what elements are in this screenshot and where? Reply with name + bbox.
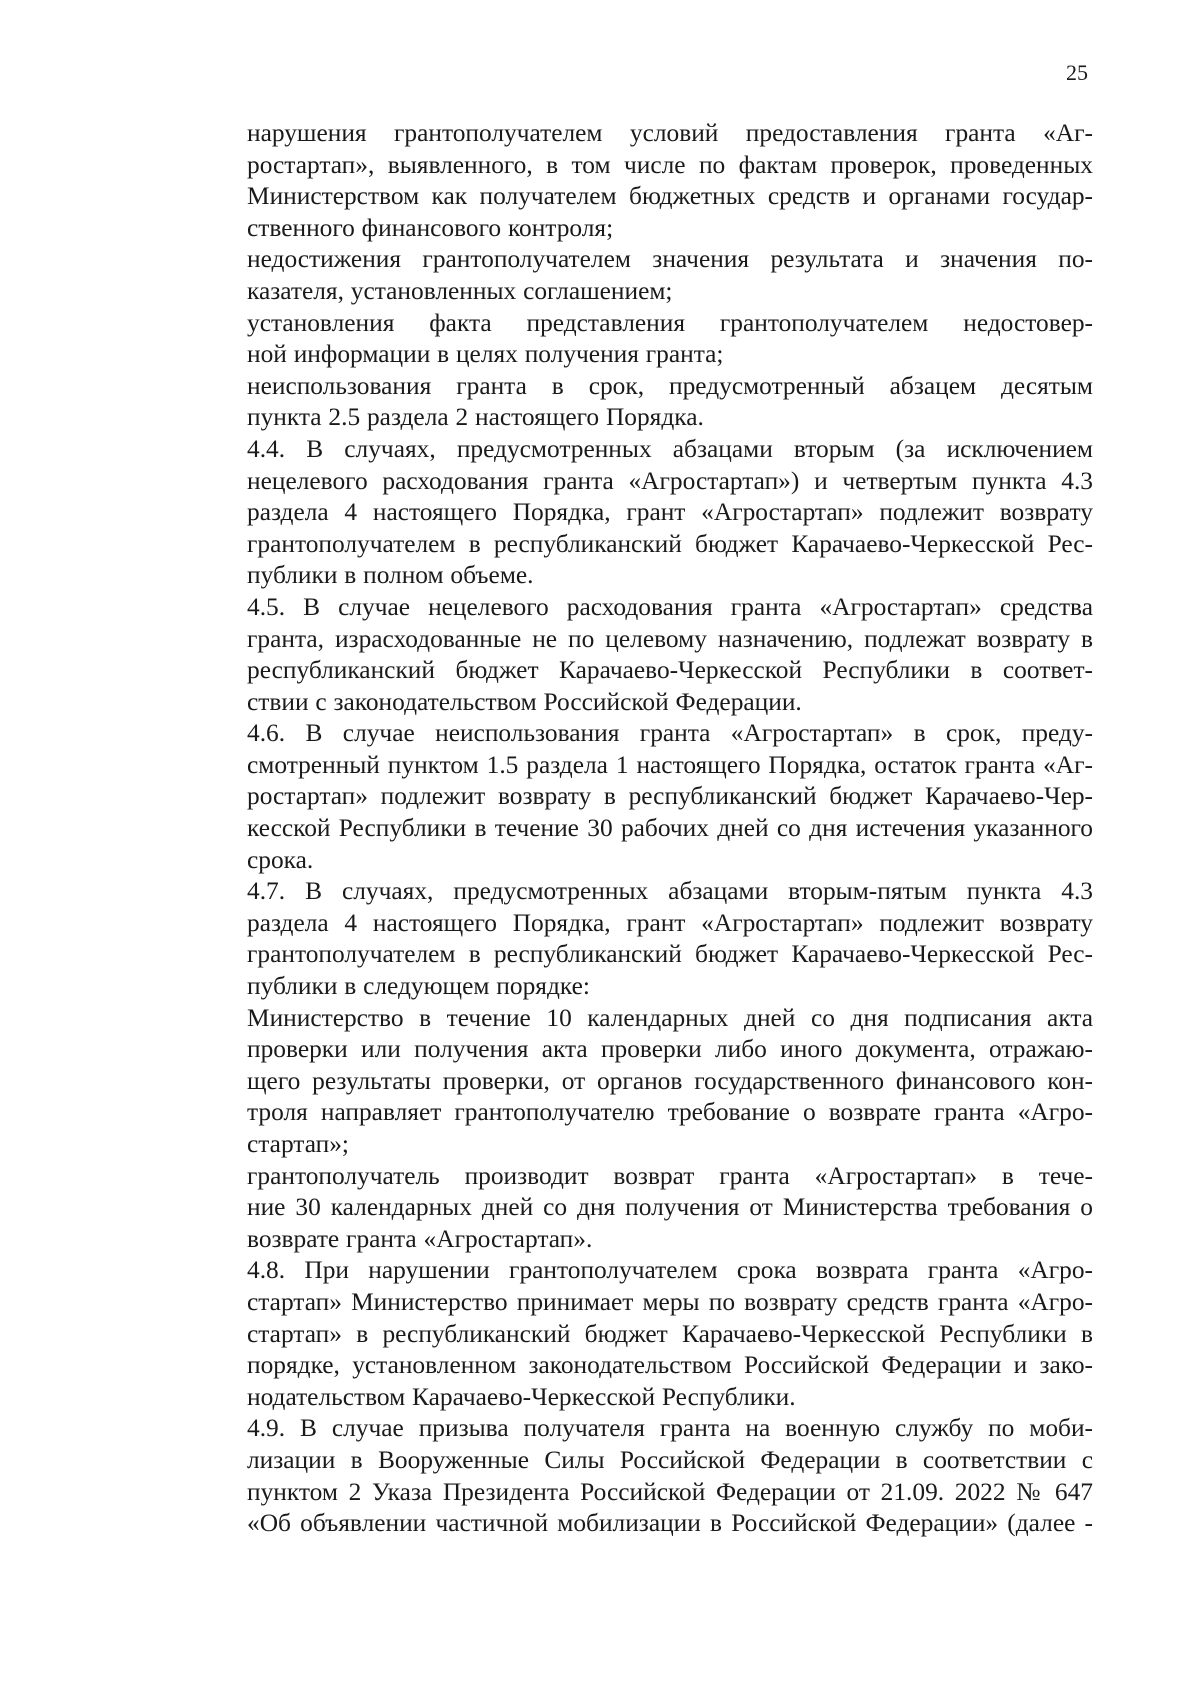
- text-line: раздела 4 настоящего Порядка, грант «Агростартап» подлежит возврату: [247, 498, 1093, 527]
- text-line: гранта, израсходованные не по целевому назначению, подлежат возврату в: [247, 624, 1093, 653]
- text-line: порядке, установленном законодательством Российской Федерации и зако-: [247, 1351, 1093, 1380]
- text-line: грантополучателем в республиканский бюджет Карачаево-Черкесской Рес-: [247, 529, 1093, 558]
- text-line: пунктом 2 Указа Президента Российской Федерации от 21.09. 2022 № 647: [247, 1477, 1093, 1506]
- paragraph-clause-4-9: [173, 1413, 1093, 1539]
- text-line: публики в полном объеме.: [247, 561, 534, 590]
- text-line: нарушения грантополучателем условий предоставления гранта «Аг-: [247, 119, 1093, 147]
- text-line: срока.: [247, 845, 314, 874]
- text-line: ной информации в целях получения гранта;: [247, 340, 724, 369]
- paragraph-clause-4-8: [173, 1255, 1093, 1413]
- paragraph-false-information: [173, 308, 1093, 371]
- paragraph-non-use: [173, 371, 1093, 434]
- paragraph-clause-4-5: [173, 592, 1093, 718]
- text-line: ствии с законодательством Российской Федерации.: [247, 687, 802, 716]
- text-line: кесской Республики в течение 30 рабочих дней со дня истечения указанного: [247, 814, 1093, 843]
- paragraph-violation-conditions: [173, 118, 1093, 244]
- text-line: нецелевого расходования гранта «Агростартап») и четвертым пункта 4.3: [247, 466, 1093, 495]
- text-line: грантополучателем в республиканский бюджет Карачаево-Черкесской Рес-: [247, 940, 1093, 969]
- text-line: троля направляет грантополучателю требование о возврате гранта «Агро-: [247, 1098, 1093, 1127]
- paragraph-clause-4-7: [173, 876, 1093, 1002]
- document-body: [173, 118, 1093, 1540]
- text-line: щего результаты проверки, от органов государственного финансового кон-: [247, 1066, 1093, 1095]
- text-line: 4.7. В случаях, предусмотренных абзацами вторым-пятым пункта 4.3: [247, 877, 1093, 906]
- text-line: Министерство в течение 10 календарных дней со дня подписания акта: [247, 1003, 1093, 1032]
- text-line: казателя, установленных соглашением;: [247, 276, 673, 305]
- text-line: 4.6. В случае неиспользования гранта «Агростартап» в срок, преду-: [247, 719, 1093, 748]
- text-line: пункта 2.5 раздела 2 настоящего Порядка.: [247, 403, 704, 432]
- text-line: ростартап» подлежит возврату в республиканский бюджет Карачаево-Чер-: [247, 782, 1093, 811]
- text-line: проверки или получения акта проверки либо иного документа, отражаю-: [247, 1035, 1093, 1064]
- text-line: Министерством как получателем бюджетных средств и органами государ-: [247, 182, 1093, 211]
- text-line: установления факта представления грантополучателем недостовер-: [247, 308, 1093, 337]
- text-line: публики в следующем порядке:: [247, 972, 590, 1001]
- paragraph-ministry-procedure: [173, 1003, 1093, 1161]
- text-line: нодательством Карачаево-Черкесской Республики.: [247, 1382, 796, 1411]
- text-line: ственного финансового контроля;: [247, 213, 614, 242]
- text-line: грантополучатель производит возврат гранта «Агростартап» в тече-: [247, 1161, 1093, 1190]
- text-line: 4.8. При нарушении грантополучателем срока возврата гранта «Агро-: [247, 1256, 1093, 1285]
- text-line: 4.4. В случаях, предусмотренных абзацами вторым (за исключением: [247, 434, 1093, 463]
- text-line: стартап» в республиканский бюджет Карачаево-Черкесской Республики в: [247, 1319, 1093, 1348]
- paragraph-clause-4-6: [173, 718, 1093, 876]
- paragraph-recipient-return: [173, 1161, 1093, 1256]
- page-number: 25: [1066, 60, 1088, 85]
- text-line: стартап»;: [247, 1130, 349, 1158]
- text-line: ростартап», выявленного, в том числе по фактам проверок, проведенных: [247, 150, 1093, 179]
- text-line: республиканский бюджет Карачаево-Черкесской Республики в соответ-: [247, 656, 1093, 685]
- text-line: возврате гранта «Агростартап».: [247, 1224, 593, 1253]
- text-line: недостижения грантополучателем значения результата и значения по-: [247, 245, 1093, 274]
- text-line: ние 30 календарных дней со дня получения от Министерства требования о: [247, 1193, 1093, 1222]
- paragraph-clause-4-4: [173, 434, 1093, 592]
- text-line: раздела 4 настоящего Порядка, грант «Агростартап» подлежит возврату: [247, 908, 1093, 937]
- text-line: 4.9. В случае призыва получателя гранта на военную службу по моби-: [247, 1414, 1093, 1443]
- paragraph-non-achievement: [173, 244, 1093, 307]
- text-line: неиспользования гранта в срок, предусмотренный абзацем десятым: [247, 371, 1093, 400]
- text-line: 4.5. В случае нецелевого расходования гранта «Агростартап» средства: [247, 592, 1093, 621]
- text-line: «Об объявлении частичной мобилизации в Российской Федерации» (далее -: [247, 1509, 1093, 1538]
- text-line: лизации в Вооруженные Силы Российской Федерации в соответствии с: [247, 1445, 1093, 1474]
- text-line: смотренный пунктом 1.5 раздела 1 настоящего Порядка, остаток гранта «Аг-: [247, 750, 1093, 779]
- text-line: стартап» Министерство принимает меры по возврату средств гранта «Агро-: [247, 1287, 1093, 1316]
